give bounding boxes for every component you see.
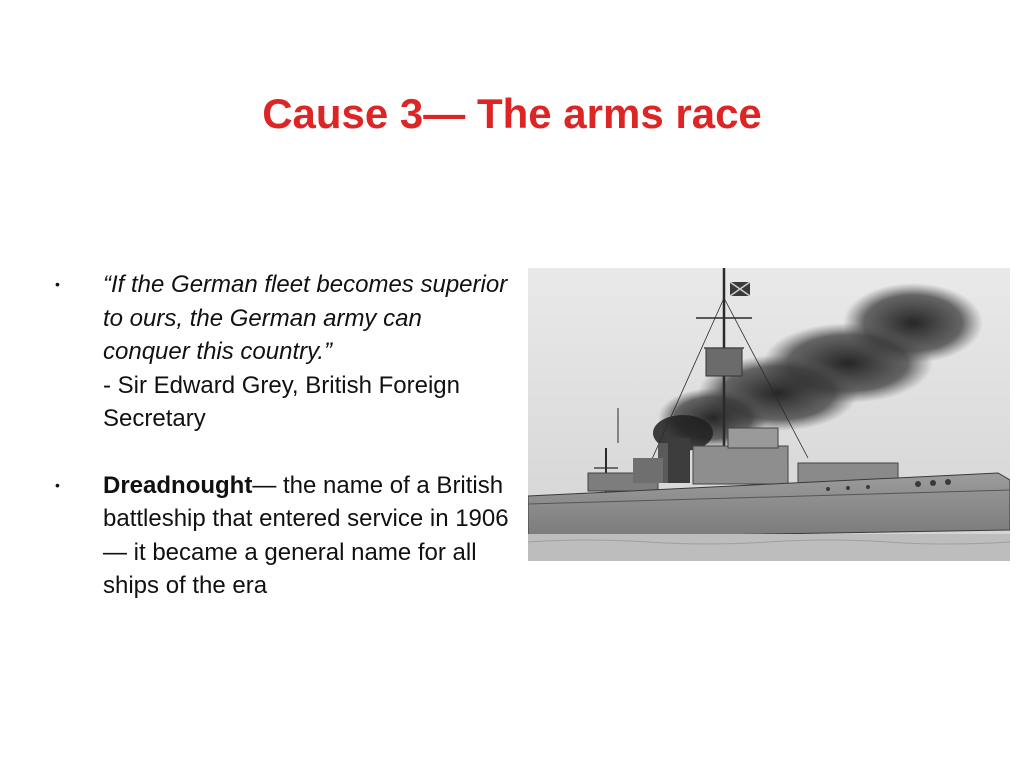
dreadnought-definition: — the name of a British battleship that entered service in 1906 — it became a general name for all ships of the era bbox=[103, 471, 509, 599]
bullet-list bbox=[55, 268, 515, 636]
bullet-quote bbox=[55, 268, 515, 436]
flag-icon bbox=[730, 282, 750, 296]
bullet-marker: • bbox=[55, 276, 60, 292]
grey-quote: “If the German fleet becomes superior to ours, the German army can conquer this country.” bbox=[103, 271, 508, 365]
bullet-marker: • bbox=[55, 476, 60, 493]
sea bbox=[528, 534, 1010, 561]
dreadnought-term: Dreadnought bbox=[103, 471, 253, 499]
battleship-photo bbox=[528, 268, 1010, 561]
quote-attribution: - Sir Edward Grey, British Foreign Secretary bbox=[103, 371, 460, 432]
bullet-dreadnought bbox=[55, 469, 515, 603]
slide-title: Cause 3— The arms race bbox=[262, 90, 762, 137]
